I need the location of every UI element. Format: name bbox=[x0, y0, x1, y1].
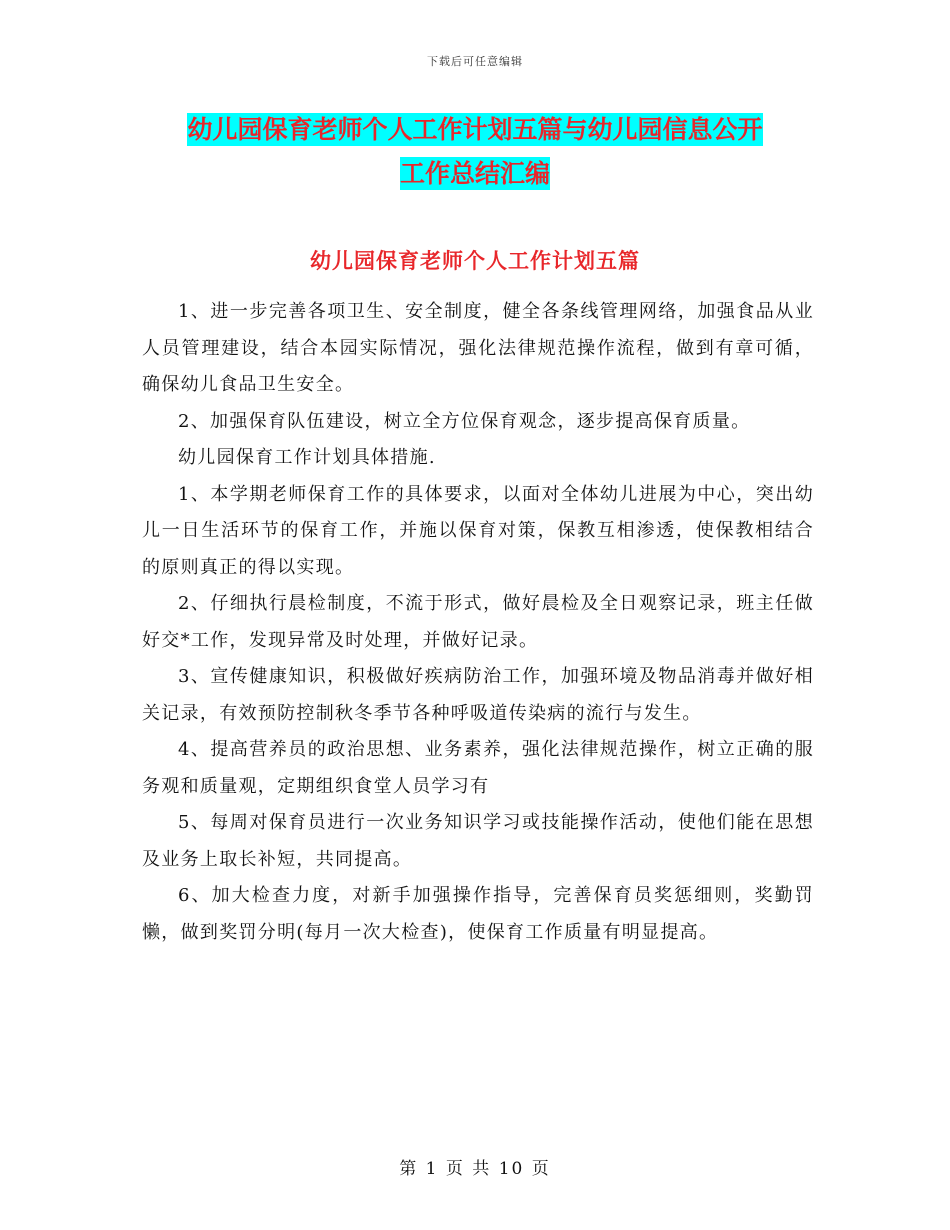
page-number-footer: 第 1 页 共 10 页 bbox=[399, 1159, 551, 1179]
paragraph: 3、宣传健康知识，积极做好疾病防治工作，加强环境及物品消毒并做好相关记录，有效预防控制秋冬季节各种呼吸道传染病的流行与发生。 bbox=[142, 666, 814, 724]
paragraph: 1、进一步完善各项卫生、安全制度，健全各条线管理网络，加强食品从业人员管理建设，结合本园实际情况，强化法律规范操作流程，做到有章可循，确保幼儿食品卫生安全。 bbox=[142, 301, 814, 395]
body-text bbox=[142, 294, 814, 951]
paragraph: 2、加强保育队伍建设，树立全方位保育观念，逐步提高保育质量。 bbox=[178, 410, 751, 432]
title-line-1-text: 幼儿园保育老师个人工作计划五篇与幼儿园信息公开 bbox=[187, 115, 763, 144]
page-header-note: 下载后可任意编辑 bbox=[427, 55, 523, 68]
paragraph: 4、提高营养员的政治思想、业务素养，强化法律规范操作，树立正确的服务观和质量观，定期组织食堂人员学习有 bbox=[142, 739, 814, 797]
document-title bbox=[0, 108, 950, 196]
document-title-line-2 bbox=[0, 152, 950, 196]
paragraph: 2、仔细执行晨检制度，不流于形式，做好晨检及全日观察记录，班主任做好交*工作，发现异常及时处理，并做好记录。 bbox=[142, 593, 814, 651]
title-line-2-text: 工作总结汇编 bbox=[399, 159, 550, 188]
paragraph: 1、本学期老师保育工作的具体要求，以面对全体幼儿进展为中心，突出幼儿一日生活环节的保育工作，并施以保育对策，保教互相渗透，使保教相结合的原则真正的得以实现。 bbox=[142, 483, 814, 578]
paragraph: 5、每周对保育员进行一次业务知识学习或技能操作活动，使他们能在思想及业务上取长补短，共同提高。 bbox=[142, 812, 814, 870]
paragraph: 6、加大检查力度，对新手加强操作指导，完善保育员奖惩细则，奖勤罚懒，做到奖罚分明(每月一次大检查)，使保育工作质量有明显提高。 bbox=[142, 885, 814, 943]
document-title-line-1 bbox=[0, 108, 950, 152]
paragraph: 幼儿园保育工作计划具体措施. bbox=[178, 447, 436, 468]
section-heading: 幼儿园保育老师个人工作计划五篇 bbox=[310, 249, 640, 273]
